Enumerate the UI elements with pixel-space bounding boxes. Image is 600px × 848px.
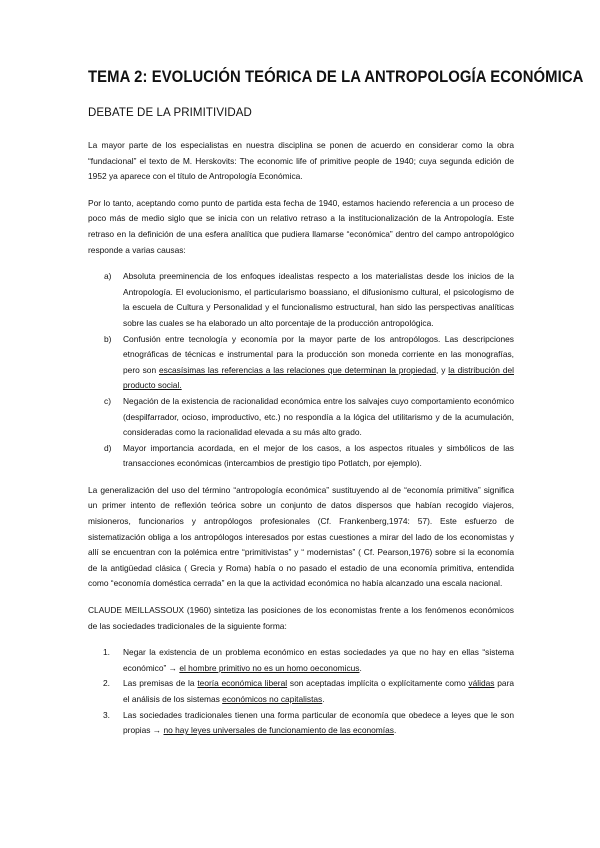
list-item [88, 708, 514, 739]
list-text: Negar la existencia de un problema económico en estas sociedades ya que no hay en ellas “sistema económico” → [123, 647, 514, 673]
paragraph-meillassoux: CLAUDE MEILLASSOUX (1960) sintetiza las posiciones de los economistas frente a los fenómenos económicos de las sociedades tradicionales de la siguiente forma: [88, 605, 514, 631]
list-marker: d) [104, 442, 112, 453]
list-text: . [393, 725, 397, 736]
list-marker: 2. [103, 678, 110, 689]
underlined-text: económicos no capitalistas [222, 694, 323, 704]
list-text: . [359, 662, 362, 673]
list-text: . [322, 694, 325, 704]
list-item [88, 645, 514, 676]
paragraph-causes-intro: Por lo tanto, aceptando como punto de partida esta fecha de 1940, estamos haciendo referencia a un proceso de poco más de medio siglo que se inicia con un relativo retraso a la institucionalización de la Antropología. Este retraso en la definición de una esfera analítica que pudiera llamarse “económica” dentro del campo antropológico responde a varias causas: [88, 197, 514, 255]
underlined-text: escasísimas las referencias a las relaciones que determinan la propiedad [158, 364, 437, 375]
list-text: Negación de la existencia de racionalidad económica entre los salvajes cuyo comportamiento económico (despilfarrador, ocioso, improductivo, etc.) no respondía a la lógica del utilitarismo y de la acumulación, consideradas como la racionalidad elevada a su más alto grado. [123, 395, 514, 438]
list-text: Confusión entre tecnología y economía por la mayor parte de los antropólogos. Las descripciones etnográficas de técnicas e instrumental para la producción son moneda corriente en las monografías, pero son [123, 333, 514, 375]
list-text: Mayor importancia acordada, en el mejor de los casos, a los aspectos rituales y simbólicos de las transacciones económicas (intercambios de prestigio tipo Potlatch, por ejemplo). [123, 442, 514, 469]
list-marker: a) [104, 271, 112, 282]
list-marker: b) [104, 333, 112, 344]
list-text: , y [436, 364, 449, 375]
underlined-text: válidas [468, 678, 495, 689]
list-marker: 1. [103, 647, 110, 658]
list-text: Las sociedades tradicionales tienen una forma particular de economía que obedece a leyes que le son propias → [123, 709, 514, 736]
list-marker: 3. [103, 709, 110, 720]
list-text: son aceptadas implícita o explícitamente como [287, 678, 469, 689]
paragraph-intro: La mayor parte de los especialistas en nuestra disciplina se ponen de acuerdo en considerar como la obra “fundacional” el texto de M. Herskovits: The economic life of primitive people de 1940; cuya segunda edición de 1952 ya aparece con el título de Antropología Económica. [88, 140, 514, 182]
page-title: TEMA 2: EVOLUCIÓN TEÓRICA DE LA ANTROPOLOGÍA ECONÓMICA [88, 68, 584, 86]
underlined-text: no hay leyes universales de funcionamiento de las economías [163, 725, 394, 736]
positions-list [88, 645, 514, 739]
list-item [88, 441, 514, 472]
list-item [88, 269, 514, 331]
causes-list [88, 269, 514, 472]
underlined-text: la distribución del producto social. [123, 364, 514, 391]
list-item [88, 676, 514, 707]
section-heading: DEBATE DE LA PRIMITIVIDAD [88, 107, 252, 119]
underlined-text: el hombre primitivo no es un homo oeconomicus [179, 662, 360, 673]
paragraph-generalization: La generalización del uso del término “antropología económica” sustituyendo al de “economía primitiva” significa un primer intento de reflexión teórica sobre un conjunto de datos dispersos que habían recogido viajeros, misioneros, funcionarios y antropólogos profesionales (Cf. Frankenberg,1974: 57). Este esfuerzo de sistematización obliga a los antropólogos interesados por estas cuestiones a mirar del lado de los economistas y allí se encuentran con la polémica entre “primitivistas” y “ modernistas” ( Cf. Pearson,1976) sobre si la economía de la antigüedad clásica ( Grecia y Roma) había o no pasado el estadio de una economía primitiva, entendida como “economía doméstica cerrada” en la que la actividad económica no había alcanzado una escala nacional. [88, 484, 514, 589]
list-text: para el análisis de los sistemas [123, 678, 515, 704]
list-item [88, 332, 514, 394]
list-text: Las premisas de la [123, 678, 198, 689]
list-text: Absoluta preeminencia de los enfoques idealistas respecto a los materialistas desde los inicios de la Antropología. El evolucionismo, el particularismo boassiano, el difusionismo cultural, el psicologismo de la escuela de Cultura y Personalidad y el funcionalismo estructural, han sido las perspectivas analíticas sobre las cuales se ha elaborado un alto porcentaje de la producción antropológica. [123, 271, 514, 328]
list-marker: c) [104, 395, 111, 406]
underlined-text: teoría económica liberal [197, 678, 288, 689]
list-item [88, 394, 514, 441]
